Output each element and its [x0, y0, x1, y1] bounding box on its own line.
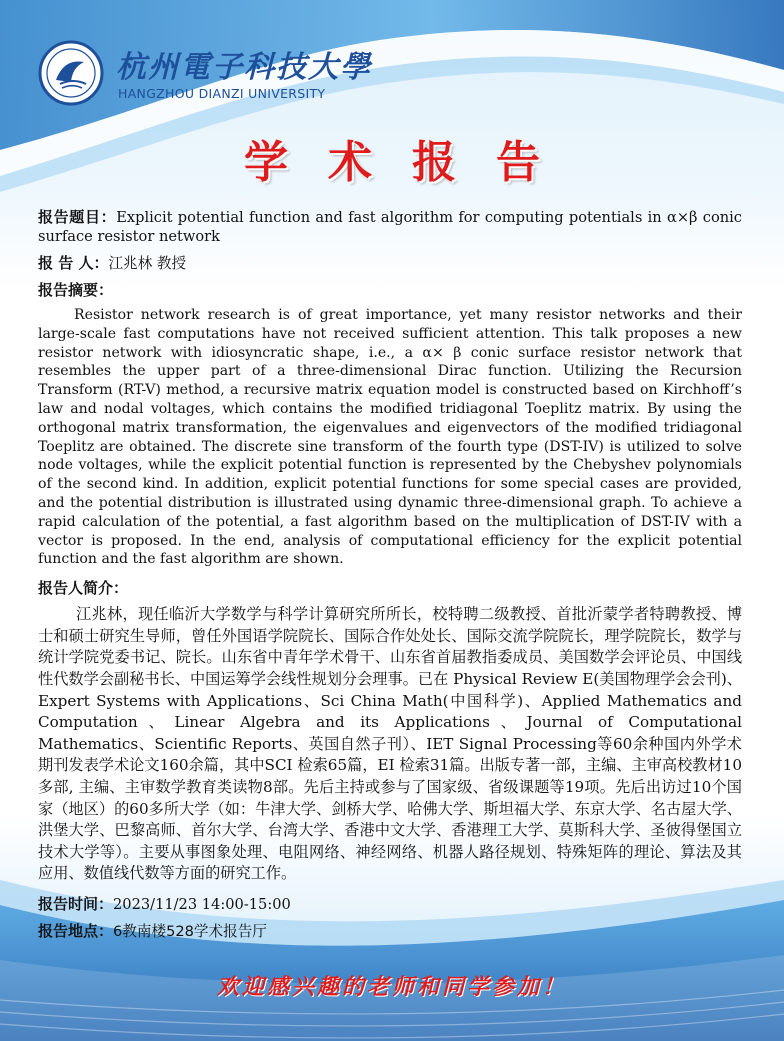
topic-row [38, 208, 742, 246]
university-name-cn: 杭州電子科技大學 [116, 50, 372, 85]
abstract-text: Resistor network research is of great importance, yet many resistor networks and their large-scale fast computations have not received sufficient attention. This talk proposes a new resistor network with idiosyncratic shape, i.e., a α× β conic surface resistor network that resembles the upper part of a three-dimensional Dirac function. Utilizing the Recursion Transform (RT-V) method, a recursive matrix equation model is constructed based on Kirchhoff’s law and nodal voltages, which contains the modified tridiagonal Toeplitz matrix. By using the orthogonal matrix transformation, the eigenvalues and eigenvectors of the modified tridiagonal Toeplitz are obtained. The discrete sine transform of the fourth type (DST-IV) is utilized to solve node voltages, while the explicit potential function is represented by the Chebyshev polynomials of the second kind. In addition, explicit potential functions for some special cases are provided, and the potential distribution is illustrated using dynamic three-dimensional graph. To achieve a rapid calculation of the potential, a fast algorithm based on the multiplication of DST-IV with a vector is proposed. In the end, analysis of computational efficiency for the explicit potential function and the fast algorithm are shown. [38, 307, 742, 568]
abstract-label: 报告摘要： [38, 281, 114, 299]
speaker-label: 报 告 人： [38, 254, 109, 272]
university-header [38, 40, 372, 110]
poster-title: 学术报告 [244, 137, 580, 188]
place-row [38, 922, 742, 941]
university-name-en: HANGZHOU DIANZI UNIVERSITY [118, 86, 326, 101]
university-logo-icon [38, 40, 104, 106]
time-label: 报告时间： [38, 894, 114, 913]
place-value: 6教南楼528学术报告厅 [113, 922, 267, 940]
report-content [38, 208, 742, 941]
time-value: 2023/11/23 14:00-15:00 [113, 895, 291, 913]
bio-text: 江兆林，现任临沂大学数学与科学计算研究所所长，校特聘二级教授、首批沂蒙学者特聘教授、博士和硕士研究生导师，曾任外国语学院院长、国际合作处处长、国际交流学院院长，理学院院长，数学与统计学院党委书记、院长。山东省中青年学术骨干、山东省首届教指委成员、美国数学会评论员、中国线性代数学会副秘书长、中国运筹学会线性规划分会理事。已在 Physical Review E(美国物理学会会刊)、Expert Systems with Applications、Sci China Math(中国科学)、Applied Mathematics and Computation、Linear Algebra and its Applications、Journal of Computational Mathematics、Scientific Reports、英国自然子刊）、IET Signal Processing等60余种国内外学术期刊发表学术论文160余篇，其中SCI 检索65篇，EI 检索31篇。出版专著一部，主编、主审高校教材10多部, 主编、主审数学教育类读物8部。先后主持或参与了国家级、省级课题等19项。先后出访过10个国家（地区）的60多所大学（如：牛津大学、剑桥大学、哈佛大学、斯坦福大学、东京大学、名古屋大学、洪堡大学、巴黎高师、首尔大学、台湾大学、香港中文大学、香港理工大学、莫斯科大学、圣彼得堡国立技术大学等）。主要从事图象处理、电阻网络、神经网络、机器人路径规划、特殊矩阵的理论、算法及其应用、数值线代数等方面的研究工作。 [38, 605, 742, 883]
welcome-banner: 欢迎感兴趣的老师和同学参加！ [216, 974, 567, 1000]
speaker-row [38, 254, 742, 273]
place-label: 报告地点： [38, 921, 114, 940]
abstract-row [38, 281, 742, 300]
speaker-value: 江兆林 教授 [108, 255, 187, 272]
topic-label: 报告题目： [38, 208, 117, 226]
time-row [38, 895, 742, 914]
bio-label: 报告人简介： [38, 579, 129, 598]
topic-value: Explicit potential function and fast algorithm for computing potentials in α×β conic surface resistor network [38, 209, 742, 245]
bio-row [38, 579, 742, 598]
